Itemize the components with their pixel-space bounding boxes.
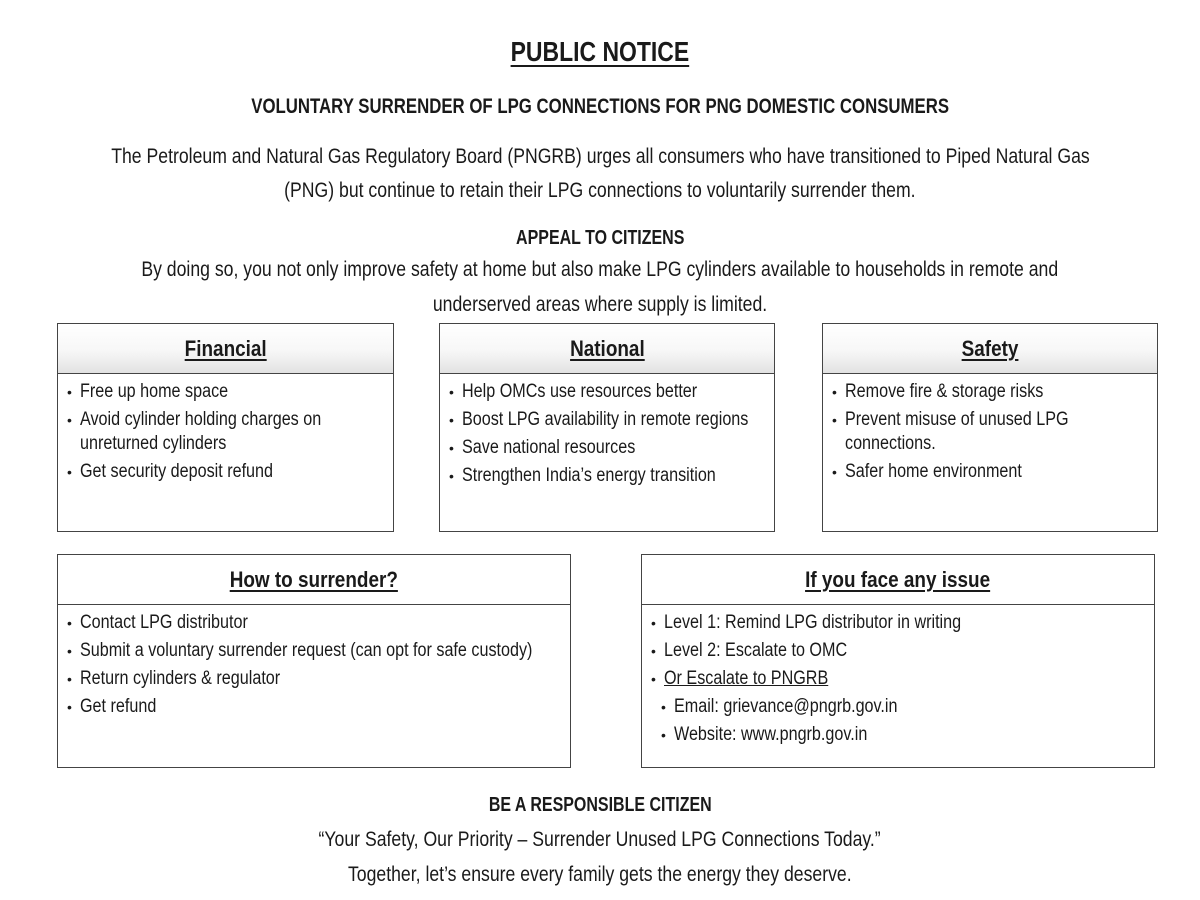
bullet-icon: • [661, 699, 666, 715]
bullet-icon: • [67, 671, 72, 687]
bullet-icon: • [67, 412, 72, 428]
issue-list [642, 611, 1154, 747]
bullet-icon: • [449, 384, 454, 400]
financial-box [57, 323, 394, 532]
list-item: • Boost LPG availability in remote regions [449, 409, 749, 430]
list-item: • Safer home environment [832, 461, 1022, 482]
national-box [439, 323, 775, 532]
how-to-surrender-header: How to surrender? [58, 555, 570, 605]
footer-closing: Together, let’s ensure every family gets the energy they deserve. [348, 863, 852, 886]
list-item: • Get refund [67, 696, 157, 717]
list-item: • Free up home space [67, 381, 229, 402]
footer-slogan: “Your Safety, Our Priority – Surrender Unused LPG Connections Today.” [318, 828, 882, 851]
email-item [642, 695, 1154, 719]
bullet-icon: • [651, 615, 656, 631]
financial-list [58, 380, 393, 484]
intro-line-1: The Petroleum and Natural Gas Regulatory Board (PNGRB) urges all consumers who have transitioned to Piped Natural Gas [110, 145, 1090, 168]
website-item [642, 723, 1154, 747]
issue-escalation-box [641, 554, 1155, 768]
appeal-line-2: underserved areas where supply is limited. [432, 293, 768, 316]
financial-box-header: Financial [58, 324, 393, 374]
bullet-icon: • [67, 615, 72, 631]
escalate-pngrb-link[interactable]: Or Escalate to PNGRB [664, 668, 829, 689]
issue-escalation-header: If you face any issue [642, 555, 1154, 605]
page-title: PUBLIC NOTICE [510, 36, 690, 67]
national-list [440, 380, 774, 488]
appeal-line-1: By doing so, you not only improve safety at home but also make LPG cylinders available to households in remote and [141, 258, 1059, 281]
bullet-icon: • [67, 643, 72, 659]
escalate-pngrb-item [642, 667, 1154, 691]
list-item: • Contact LPG distributor [67, 612, 248, 633]
notice-subtitle: VOLUNTARY SURRENDER OF LPG CONNECTIONS FOR PNG DOMESTIC CONSUMERS [251, 95, 949, 118]
website-link[interactable]: Website: www.pngrb.gov.in [674, 724, 868, 745]
how-to-surrender-box [57, 554, 571, 768]
bullet-icon: • [67, 699, 72, 715]
bullet-icon: • [67, 384, 72, 400]
intro-line-2: (PNG) but continue to retain their LPG connections to voluntarily surrender them. [284, 179, 916, 202]
bullet-icon: • [67, 464, 72, 480]
bullet-icon: • [449, 440, 454, 456]
national-box-header: National [440, 324, 774, 374]
list-item: • Submit a voluntary surrender request (can opt for safe custody) [67, 640, 533, 661]
email-link[interactable]: Email: grievance@pngrb.gov.in [674, 696, 898, 717]
safety-box [822, 323, 1158, 532]
list-item: • Help OMCs use resources better [449, 381, 698, 402]
list-item: • Strengthen India’s energy transition [449, 465, 716, 486]
bullet-icon: • [449, 468, 454, 484]
list-item: • Remove fire & storage risks [832, 381, 1044, 402]
how-to-list [58, 611, 570, 719]
safety-box-header: Safety [823, 324, 1157, 374]
appeal-heading: APPEAL TO CITIZENS [515, 227, 685, 249]
list-item: • Prevent misuse of unused LPG connections. [832, 409, 1069, 454]
list-item: • Save national resources [449, 437, 636, 458]
footer-heading: BE A RESPONSIBLE CITIZEN [488, 794, 712, 816]
list-item: • Get security deposit refund [67, 461, 274, 482]
bullet-icon: • [832, 412, 837, 428]
list-item: • Level 1: Remind LPG distributor in writing [651, 612, 962, 633]
bullet-icon: • [832, 464, 837, 480]
list-item: • Avoid cylinder holding charges on unreturned cylinders [67, 409, 322, 454]
bullet-icon: • [449, 412, 454, 428]
bullet-icon: • [832, 384, 837, 400]
bullet-icon: • [651, 643, 656, 659]
list-item: • Level 2: Escalate to OMC [651, 640, 848, 661]
list-item: • Return cylinders & regulator [67, 668, 281, 689]
safety-list [823, 380, 1157, 484]
bullet-icon: • [661, 727, 666, 743]
bullet-icon: • [651, 671, 656, 687]
